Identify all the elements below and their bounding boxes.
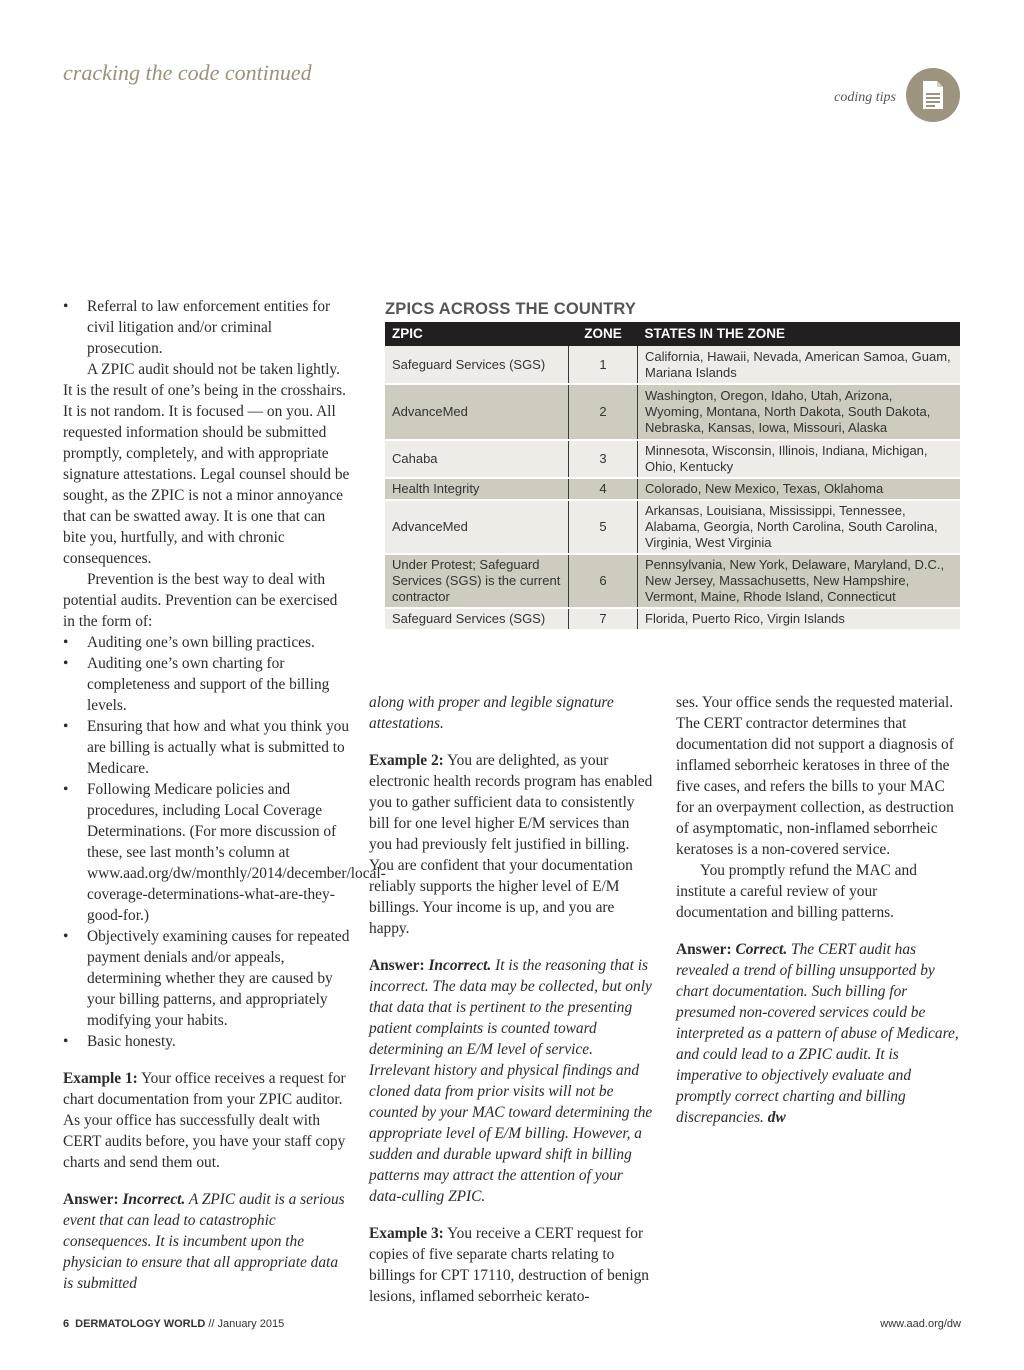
list-item: • Ensuring that how and what you think you are billing is actually what is submitted to Medicare.: [63, 716, 350, 779]
document-icon: [921, 80, 945, 110]
table-row: [385, 384, 960, 440]
page-number: 6: [63, 1318, 70, 1330]
answer-label: Answer:: [369, 957, 425, 974]
example-2: [369, 750, 654, 939]
issue-date: // January 2015: [208, 1318, 285, 1330]
cell-zpic: Health Integrity: [385, 478, 569, 500]
list-item: • Referral to law enforcement entities for civil litigation and/or criminal prosecution.: [63, 296, 350, 359]
section-badge: [906, 68, 960, 122]
cell-zpic: AdvanceMed: [385, 500, 569, 554]
example-3: [369, 1223, 654, 1307]
column-3: [676, 692, 963, 1128]
answer-text: It is the reasoning that is incorrect. The data may be collected, but only that data that is pertinent to the presenting patient complaints is counted toward determining an E/M level of service. Irrelevant history and physical findings and cloned data from prior visits will not be counted by your MAC toward determining the appropriate level of E/M billing. However, a sudden and durable upward shift in billing patterns may attract the attention of your data-culling ZPIC.: [369, 957, 653, 1205]
answer-label: Answer:: [676, 941, 732, 958]
table-row: [385, 500, 960, 554]
table-row: [385, 478, 960, 500]
answer-text: A ZPIC audit is a serious event that can lead to catastrophic consequences. It is incumbent upon the physician to ensure that all appropriate data is submitted: [63, 1191, 345, 1292]
paragraph: A ZPIC audit should not be taken lightly. It is the result of one’s being in the crosshairs. It is not random. It is focused — on you. All requested information should be submitted promptly, completely, and with appropriate signature attestations. Legal counsel should be sought, as the ZPIC is not a minor annoyance that can be swatted away. It is one that can bite you, hurtfully, and with chronic consequences.: [63, 361, 350, 567]
example-label: Example 2:: [369, 752, 444, 769]
cell-zpic: AdvanceMed: [385, 384, 569, 440]
example-text: You are delighted, as your electronic health records program has enabled you to gather sufficient data to consistently bill for one level higher E/M services than you had previously felt justified in billing. You are confident that your documentation reliably supports the higher level of E/M billings. Your income is up, and you are happy.: [369, 752, 653, 937]
cell-states: Arkansas, Louisiana, Mississippi, Tennessee, Alabama, Georgia, North Carolina, South Carolina, Virginia, West Virginia: [638, 500, 961, 554]
table-row: [385, 608, 960, 630]
list-item: • Auditing one’s own charting for completeness and support of the billing levels.: [63, 653, 350, 716]
prevention-list: [63, 632, 386, 1052]
column-header-states: STATES IN THE ZONE: [638, 322, 961, 346]
cell-states: Colorado, New Mexico, Texas, Oklahoma: [638, 478, 961, 500]
answer-2: [369, 955, 654, 1207]
cell-states: Florida, Puerto Rico, Virgin Islands: [638, 608, 961, 630]
list-item: • Objectively examining causes for repeated payment denials and/or appeals, determining whether they are caused by your billing patterns, and appropriately modifying your habits.: [63, 926, 350, 1031]
zpic-table-block: [385, 300, 960, 631]
table-header-row: [385, 322, 960, 346]
footer-left: [63, 1318, 284, 1330]
example-text: You receive a CERT request for copies of five separate charts relating to billings for CPT 17110, destruction of benign lesions, inflamed seborrheic kerato-: [369, 1225, 650, 1305]
cell-zone: 2: [569, 384, 638, 440]
example-label: Example 1:: [63, 1070, 138, 1087]
cell-states: Minnesota, Wisconsin, Illinois, Indiana, Michigan, Ohio, Kentucky: [638, 440, 961, 478]
example-continuation: ses. Your office sends the requested material. The CERT contractor determines that documentation did not support a diagnosis of inflamed seborrheic keratoses in three of the five cases, and refers the bills to your MAC for an overpayment collection, as destruction of asymptomatic, non-inflamed seborrheic keratoses is a non-covered service.: [676, 694, 954, 858]
answer-continuation: along with proper and legible signature attestations.: [369, 694, 614, 732]
footer-url[interactable]: www.aad.org/dw: [880, 1318, 961, 1330]
cell-zone: 7: [569, 608, 638, 630]
answer-verdict: Correct.: [735, 941, 788, 958]
cell-states: Washington, Oregon, Idaho, Utah, Arizona, Wyoming, Montana, North Dakota, South Dakota, Nebraska, Kansas, Iowa, Missouri, Alaska: [638, 384, 961, 440]
example-text: Your office receives a request for chart documentation from your ZPIC auditor. As your office has successfully dealt with CERT audits before, you have your staff copy charts and send them out.: [63, 1070, 346, 1171]
cell-zone: 6: [569, 554, 638, 608]
table-row: [385, 554, 960, 608]
running-title: cracking the code continued: [63, 60, 312, 85]
answer-label: Answer:: [63, 1191, 119, 1208]
answer-text: The CERT audit has revealed a trend of billing unsupported by chart documentation. Such billing for presumed non-covered services could be interpreted as a pattern of abuse of Medicare, and could lead to a ZPIC audit. It is imperative to objectively evaluate and promptly correct charting and billing discrepancies.: [676, 941, 959, 1126]
paragraph: Prevention is the best way to deal with potential audits. Prevention can be exercised in the form of:: [63, 571, 338, 630]
cell-zpic: Under Protest; Safeguard Services (SGS) is the current contractor: [385, 554, 569, 608]
section-label: coding tips: [834, 90, 896, 105]
table-title: ZPICS ACROSS THE COUNTRY: [385, 300, 637, 318]
cell-zone: 4: [569, 478, 638, 500]
cell-zone: 1: [569, 346, 638, 384]
answer-verdict: Incorrect.: [122, 1191, 186, 1208]
signoff: dw: [767, 1109, 786, 1126]
column-header-zpic: ZPIC: [385, 322, 569, 346]
cell-zpic: Safeguard Services (SGS): [385, 608, 569, 630]
list-item: • Basic honesty.: [63, 1031, 350, 1052]
cell-zpic: Safeguard Services (SGS): [385, 346, 569, 384]
cell-states: Pennsylvania, New York, Delaware, Maryland, D.C., New Jersey, Massachusetts, New Hampshire, Vermont, Maine, Rhode Island, Connecticut: [638, 554, 961, 608]
table-row: [385, 440, 960, 478]
column-1: [63, 296, 386, 1294]
paragraph: You promptly refund the MAC and institute a careful review of your documentation and billing patterns.: [676, 862, 917, 921]
zpic-table: [385, 322, 960, 631]
cell-zpic: Cahaba: [385, 440, 569, 478]
magazine-name: DERMATOLOGY WORLD: [75, 1318, 206, 1330]
example-label: Example 3:: [369, 1225, 444, 1242]
list-item: • Following Medicare policies and procedures, including Local Coverage Determinations. (For more discussion of these, see last month’s column at www.aad.org/dw/monthly/2014/december/local-coverage-determinations-what-are-they-good-for.): [63, 779, 350, 926]
cell-states: California, Hawaii, Nevada, American Samoa, Guam, Mariana Islands: [638, 346, 961, 384]
cell-zone: 5: [569, 500, 638, 554]
table-row: [385, 346, 960, 384]
column-header-zone: ZONE: [569, 322, 638, 346]
answer-3: [676, 939, 963, 1128]
cell-zone: 3: [569, 440, 638, 478]
example-1: [63, 1068, 350, 1173]
bullet-list-top: [63, 296, 350, 359]
list-item: • Auditing one’s own billing practices.: [63, 632, 350, 653]
answer-1: [63, 1189, 350, 1294]
column-2: [369, 692, 654, 1307]
answer-verdict: Incorrect.: [428, 957, 492, 974]
